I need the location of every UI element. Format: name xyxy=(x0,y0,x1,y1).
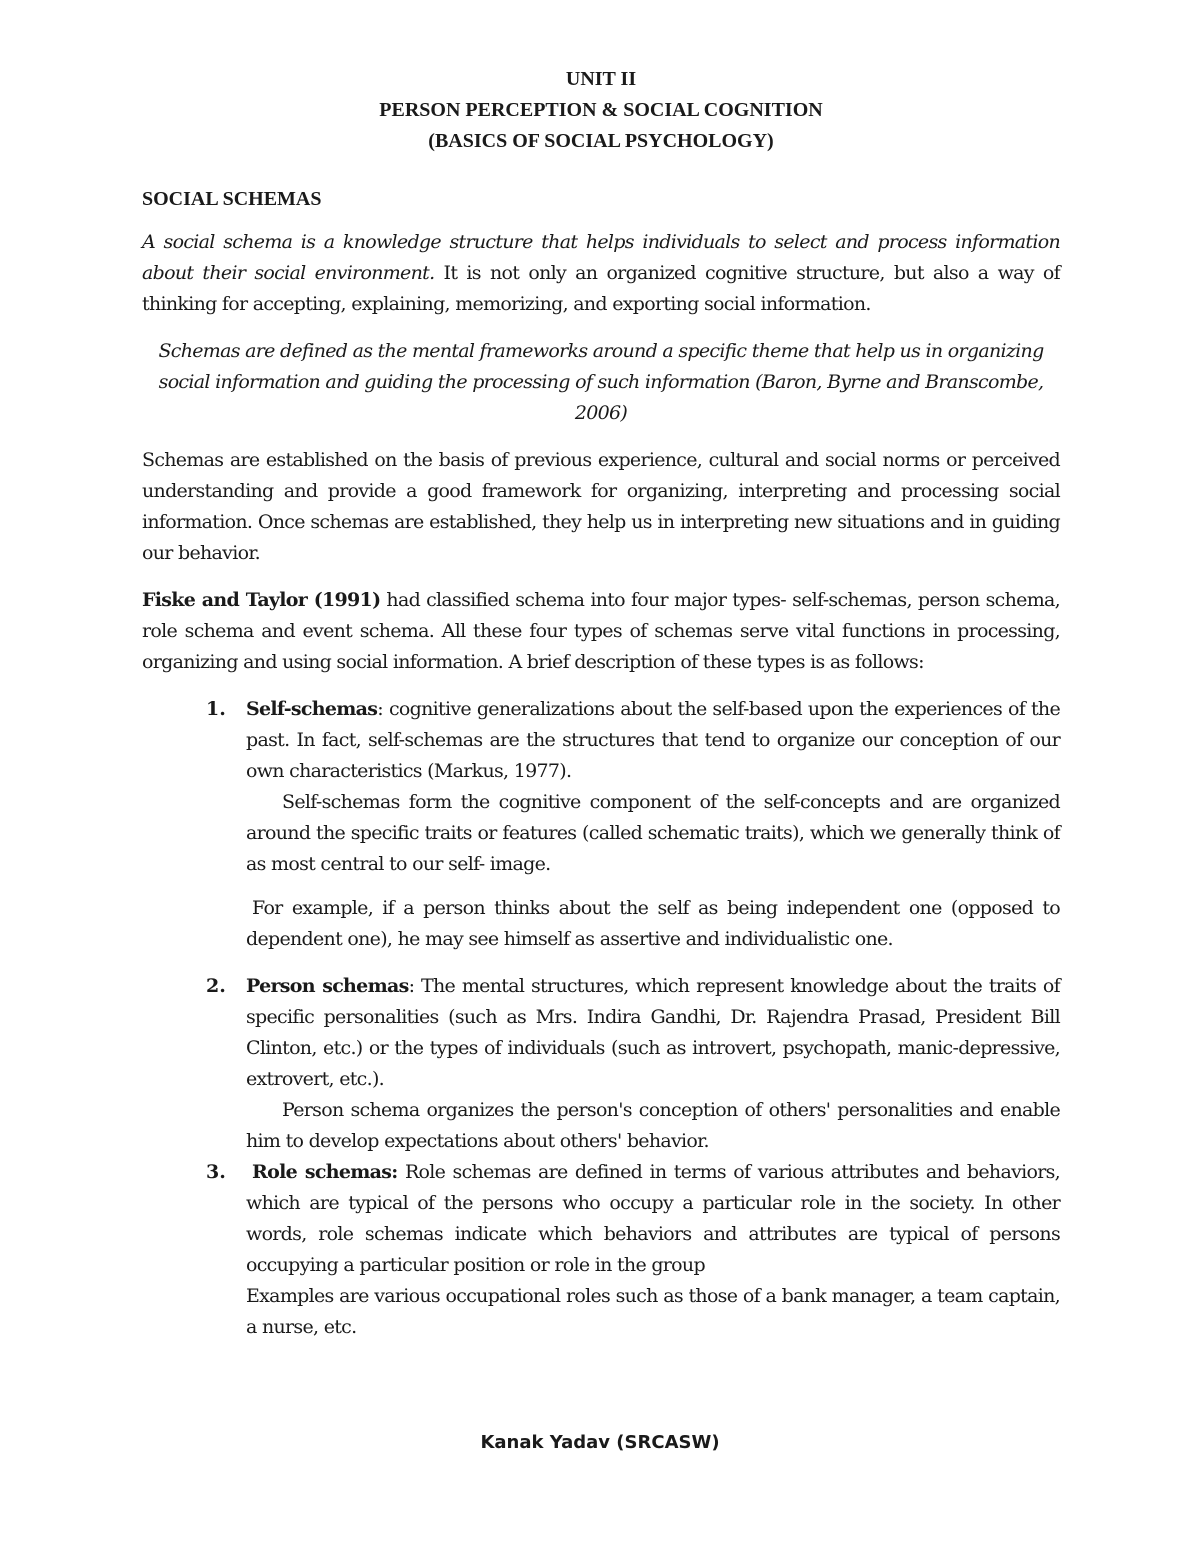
term-separator: : xyxy=(408,975,415,997)
page-content xyxy=(142,64,1060,1343)
page-title: PERSON PERCEPTION & SOCIAL COGNITION xyxy=(379,99,823,121)
list-item-self-schemas xyxy=(206,694,1060,955)
list-item-text xyxy=(246,694,1060,787)
citation-fiske-taylor: Fiske and Taylor (1991) xyxy=(142,589,381,611)
term-role-schemas: Role schemas: xyxy=(252,1161,398,1183)
types-paragraph-rest: had classified schema into four major types- self-schemas, person schema, role schema and event schema. All these four types of schemas serve vital functions in processing, organizing and using social information. A brief description of these types is as follows: xyxy=(142,589,1060,673)
list-number: 3. xyxy=(206,1161,226,1183)
list-item-person-schemas xyxy=(206,971,1060,1157)
term-self-schemas: Self-schemas xyxy=(246,698,378,720)
types-paragraph xyxy=(142,585,1060,678)
page-subtitle: (BASICS OF SOCIAL PSYCHOLOGY) xyxy=(428,130,774,152)
person-schemas-detail: Person schema organizes the person's conception of others' personalities and enable him to develop expectations about others' behavior. xyxy=(246,1099,1060,1152)
term-definition: cognitive generalizations about the self-based upon the experiences of the past. In fact, self-schemas are the structures that tend to organize our conception of our own characteristics (Markus, 1977). xyxy=(246,698,1060,782)
list-item-text xyxy=(246,1157,1060,1281)
quote-paragraph: Schemas are defined as the mental frameworks around a specific theme that help us in organizing social information and guiding the processing of such information (Baron, Byrne and Branscombe, 2006) xyxy=(158,340,1044,424)
list-item-text xyxy=(246,971,1060,1095)
term-definition: Role schemas are defined in terms of various attributes and behaviors, which are typical of the persons who occupy a particular role in the society. In other words, role schemas indicate which behaviors and attributes are typical of persons occupying a particular position or role in the group xyxy=(246,1161,1061,1276)
page-footer-author: Kanak Yadav (SRCASW) xyxy=(480,1432,720,1453)
term-person-schemas: Person schemas xyxy=(246,975,409,997)
intro-rest-text: It is not only an organized cognitive structure, but also a way of thinking for accepting, explaining, memorizing, and exporting social information. xyxy=(142,262,1060,315)
establishment-paragraph: Schemas are established on the basis of previous experience, cultural and social norms or perceived understanding and provide a good framework for organizing, interpreting and processing social information. Once schemas are established, they help us in interpreting new situations and in guiding our behavior. xyxy=(142,449,1060,564)
self-schemas-detail: Self-schemas form the cognitive component of the self-concepts and are organized around the specific traits or features (called schematic traits), which we generally think of as most central to our self- image. xyxy=(246,791,1060,875)
role-schemas-example: Examples are various occupational roles such as those of a bank manager, a team captain, a nurse, etc. xyxy=(246,1285,1060,1338)
section-heading: SOCIAL SCHEMAS xyxy=(142,188,322,210)
definition-text: A social schema is a knowledge structure that helps individuals to select and process information about their social environment. xyxy=(142,231,1060,284)
list-item-role-schemas xyxy=(206,1157,1060,1343)
schema-types-list xyxy=(206,694,1060,1343)
unit-label: UNIT II xyxy=(565,68,637,90)
list-number: 2. xyxy=(206,975,226,997)
term-separator: : xyxy=(377,698,383,720)
list-number: 1. xyxy=(206,698,226,720)
intro-paragraph xyxy=(142,227,1060,320)
term-definition: The mental structures, which represent knowledge about the traits of specific personalities (such as Mrs. Indira Gandhi, Dr. Rajendra Prasad, President Bill Clinton, etc.) or the types of individuals (such as introvert, psychopath, manic-depressive, extrovert, etc.). xyxy=(246,975,1060,1090)
self-schemas-example: For example, if a person thinks about the self as being independent one (opposed to dependent one), he may see himself as assertive and individualistic one. xyxy=(246,897,1060,950)
